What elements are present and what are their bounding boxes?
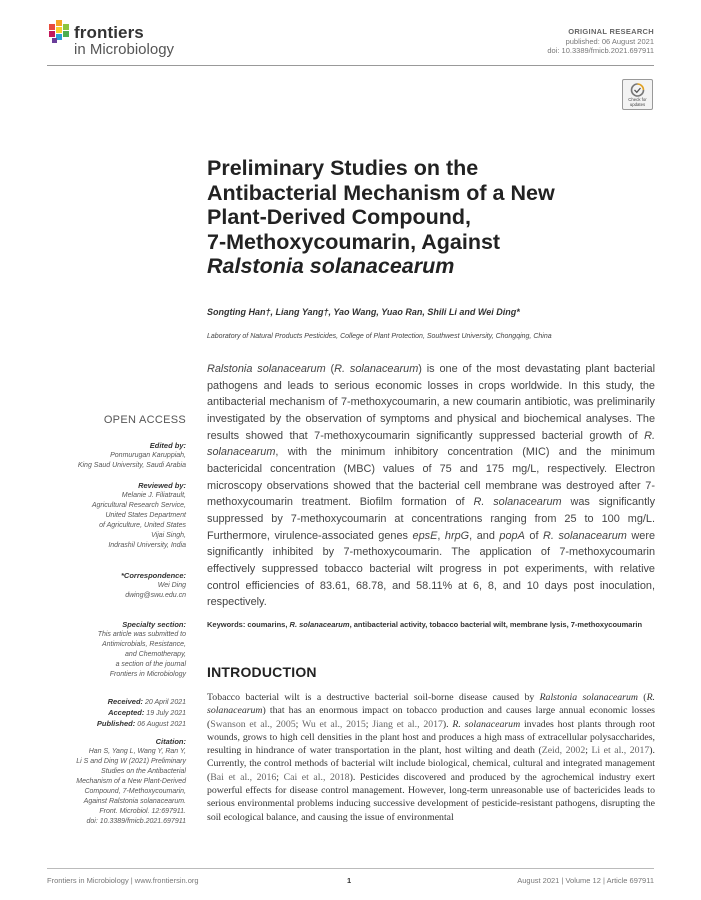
page-number: 1 (347, 876, 352, 885)
doi-link[interactable]: doi: 10.3389/fmicb.2021.697911 (86, 818, 186, 825)
title-line: Ralstonia solanacearum (207, 254, 455, 279)
specialty-section-block: Specialty section: This article was submitted to Antimicrobials, Resistance, and Chemotherapy, a section of the journal Frontiers in Microbiology (97, 620, 186, 678)
check-updates-label: Check for updates (628, 97, 647, 107)
dates-block: Received: 20 April 2021 Accepted: 19 July 2021 Published: 06 August 2021 (96, 697, 186, 728)
title-line: Preliminary Studies on the (207, 156, 479, 180)
intro-paragraph: Tobacco bacterial wilt is a destructive bacterial soil-borne disease caused by Ralstonia solanacearum (R. solanacearum) that has an enormous impact on tobacco production and causes large annual economic losses (Swanson et al., 2005; Wu et al., 2015; Jiang et al., 2017). R. solanacearum invades host plants through root wounds, grows to high cell densities in the plant host and produces a high mass of extracellular polysaccharides, resulting in hindrance of water transportation in the plant, host wilting and death (Zeid, 2002; Li et al., 2017). Currently, the control methods of bacterial wilt include biological, chemical, cultural and integrated management (Bai et al., 2016; Cai et al., 2018). Pesticides discovered and produced by the agrochemical industry exert powerful effects for disease control management. However, long-term unreasonable use of bactericides leads to serious environmental problems inducing successive development of pesticide-resistant pathogens, disrupting the soil ecological balance, and causing the issue of environmental (207, 692, 656, 823)
author-list: Songting Han†, Liang Yang†, Yao Wang, Yuao Ran, Shili Li and Wei Ding* (207, 307, 520, 317)
citation-link[interactable]: Jiang et al., 2017 (372, 718, 443, 730)
journal-name: in Microbiology (74, 41, 175, 58)
sidebar-heading: Specialty section: (122, 620, 186, 629)
article-meta (547, 27, 654, 55)
title-line: 7-Methoxycoumarin, Against (207, 229, 501, 254)
title-line: Antibacterial Mechanism of a New (207, 180, 555, 205)
footer-article-info: August 2021 | Volume 12 | Article 697911 (517, 876, 654, 885)
sidebar-heading: Edited by: (149, 441, 186, 450)
abstract: Ralstonia solanacearum (R. solanacearum) is one of the most devastating plant bacterial pathogens and leads to serious economic losses in crops worldwide. In this study, the antibacterial mechanism of 7-methoxycoumarin, a new coumarin antibiotic, was preliminarily investigated by the observation of symptoms and physical and biochemical analyses. The results showed that 7-methoxycoumarin significantly suppressed bacterial growth of R. solanacearum, with the minimum inhibitory concentration (MIC) and the minimum bactericidal concentration (MBC) values of 75 and 175 mg/L, respectively. Electron microscopy observations showed that the bacterial cell membrane was destroyed after 7-methoxycoumarin treatment. Biofilm formation of R. solanacearum was significantly suppressed by 7-methoxycoumarin at concentrations ranging from 25 to 100 mg/L. Furthermore, virulence-associated genes epsE, hrpG, and popA of R. solanacearum were significantly inhibited by 7-methoxycoumarin. The application of 7-methoxycoumarin effectively suppressed tobacco bacterial wilt progress in pot experiments, with relative control efficiencies of 83.61, 68.78, and 58.11% at 6, 8, and 10 days post inoculation, respectively. (207, 363, 656, 609)
citation-link[interactable]: Wu et al., 2015 (301, 718, 366, 730)
citation-link[interactable]: Cai et al., 2018 (283, 771, 350, 783)
article-type: ORIGINAL RESEARCH (568, 27, 654, 36)
email-link[interactable]: dwing@swu.edu.cn (125, 592, 186, 599)
article-title (207, 156, 667, 279)
check-updates-icon (629, 83, 646, 97)
frontiers-logo-icon (49, 20, 71, 44)
citation-link[interactable]: Bai et al., 2016 (210, 771, 277, 783)
keywords: Keywords: coumarins, R. solanacearum, antibacterial activity, tobacco bacterial wilt, membrane lysis, 7-methoxycoumarin (207, 620, 643, 629)
check-for-updates-button[interactable] (622, 79, 653, 110)
reviewed-by-block: Reviewed by: Melanie J. Filiatrault, Agricultural Research Service, United States Department of Agriculture, United States Vijai Singh, Indrashil University, India (91, 481, 186, 549)
correspondence-block: *Correspondence: Wei Ding dwing@swu.edu.cn (120, 571, 186, 599)
footer-journal[interactable]: Frontiers in Microbiology | www.frontiersin.org (47, 876, 199, 885)
title-line: Plant-Derived Compound, (207, 205, 471, 230)
published-date: published: 06 August 2021 (565, 37, 654, 46)
sidebar-heading: Citation: (155, 737, 186, 746)
footer-divider (47, 868, 654, 869)
sidebar-heading: Reviewed by: (138, 481, 186, 490)
edited-by-block: Edited by: Ponmurugan Karuppiah, King Saud University, Saudi Arabia (77, 441, 186, 469)
sidebar-heading: *Correspondence: (120, 571, 186, 580)
open-access-label: OPEN ACCESS (103, 414, 186, 426)
citation-link[interactable]: Li et al., 2017 (591, 745, 650, 757)
brand-name: frontiers (74, 23, 144, 42)
citation-link[interactable]: Swanson et al., 2005 (210, 718, 296, 730)
citation-link[interactable]: Zeid, 2002 (541, 745, 586, 757)
doi-link[interactable]: doi: 10.3389/fmicb.2021.697911 (547, 46, 654, 55)
header-divider (47, 65, 654, 66)
section-heading: INTRODUCTION (207, 664, 317, 680)
affiliation: Laboratory of Natural Products Pesticides, College of Plant Protection, Southwest University, Chongqing, China (207, 333, 552, 340)
citation-block: Citation: Han S, Yang L, Wang Y, Ran Y, Li S and Ding W (2021) Preliminary Studies on the Antibacterial Mechanism of a New Plant-Derived Compound, 7-Methoxycoumarin, Against Ralstonia solanacearum. Front. Microbiol. 12:697911. doi: 10.3389/fmicb.2021.697911 (76, 737, 186, 825)
